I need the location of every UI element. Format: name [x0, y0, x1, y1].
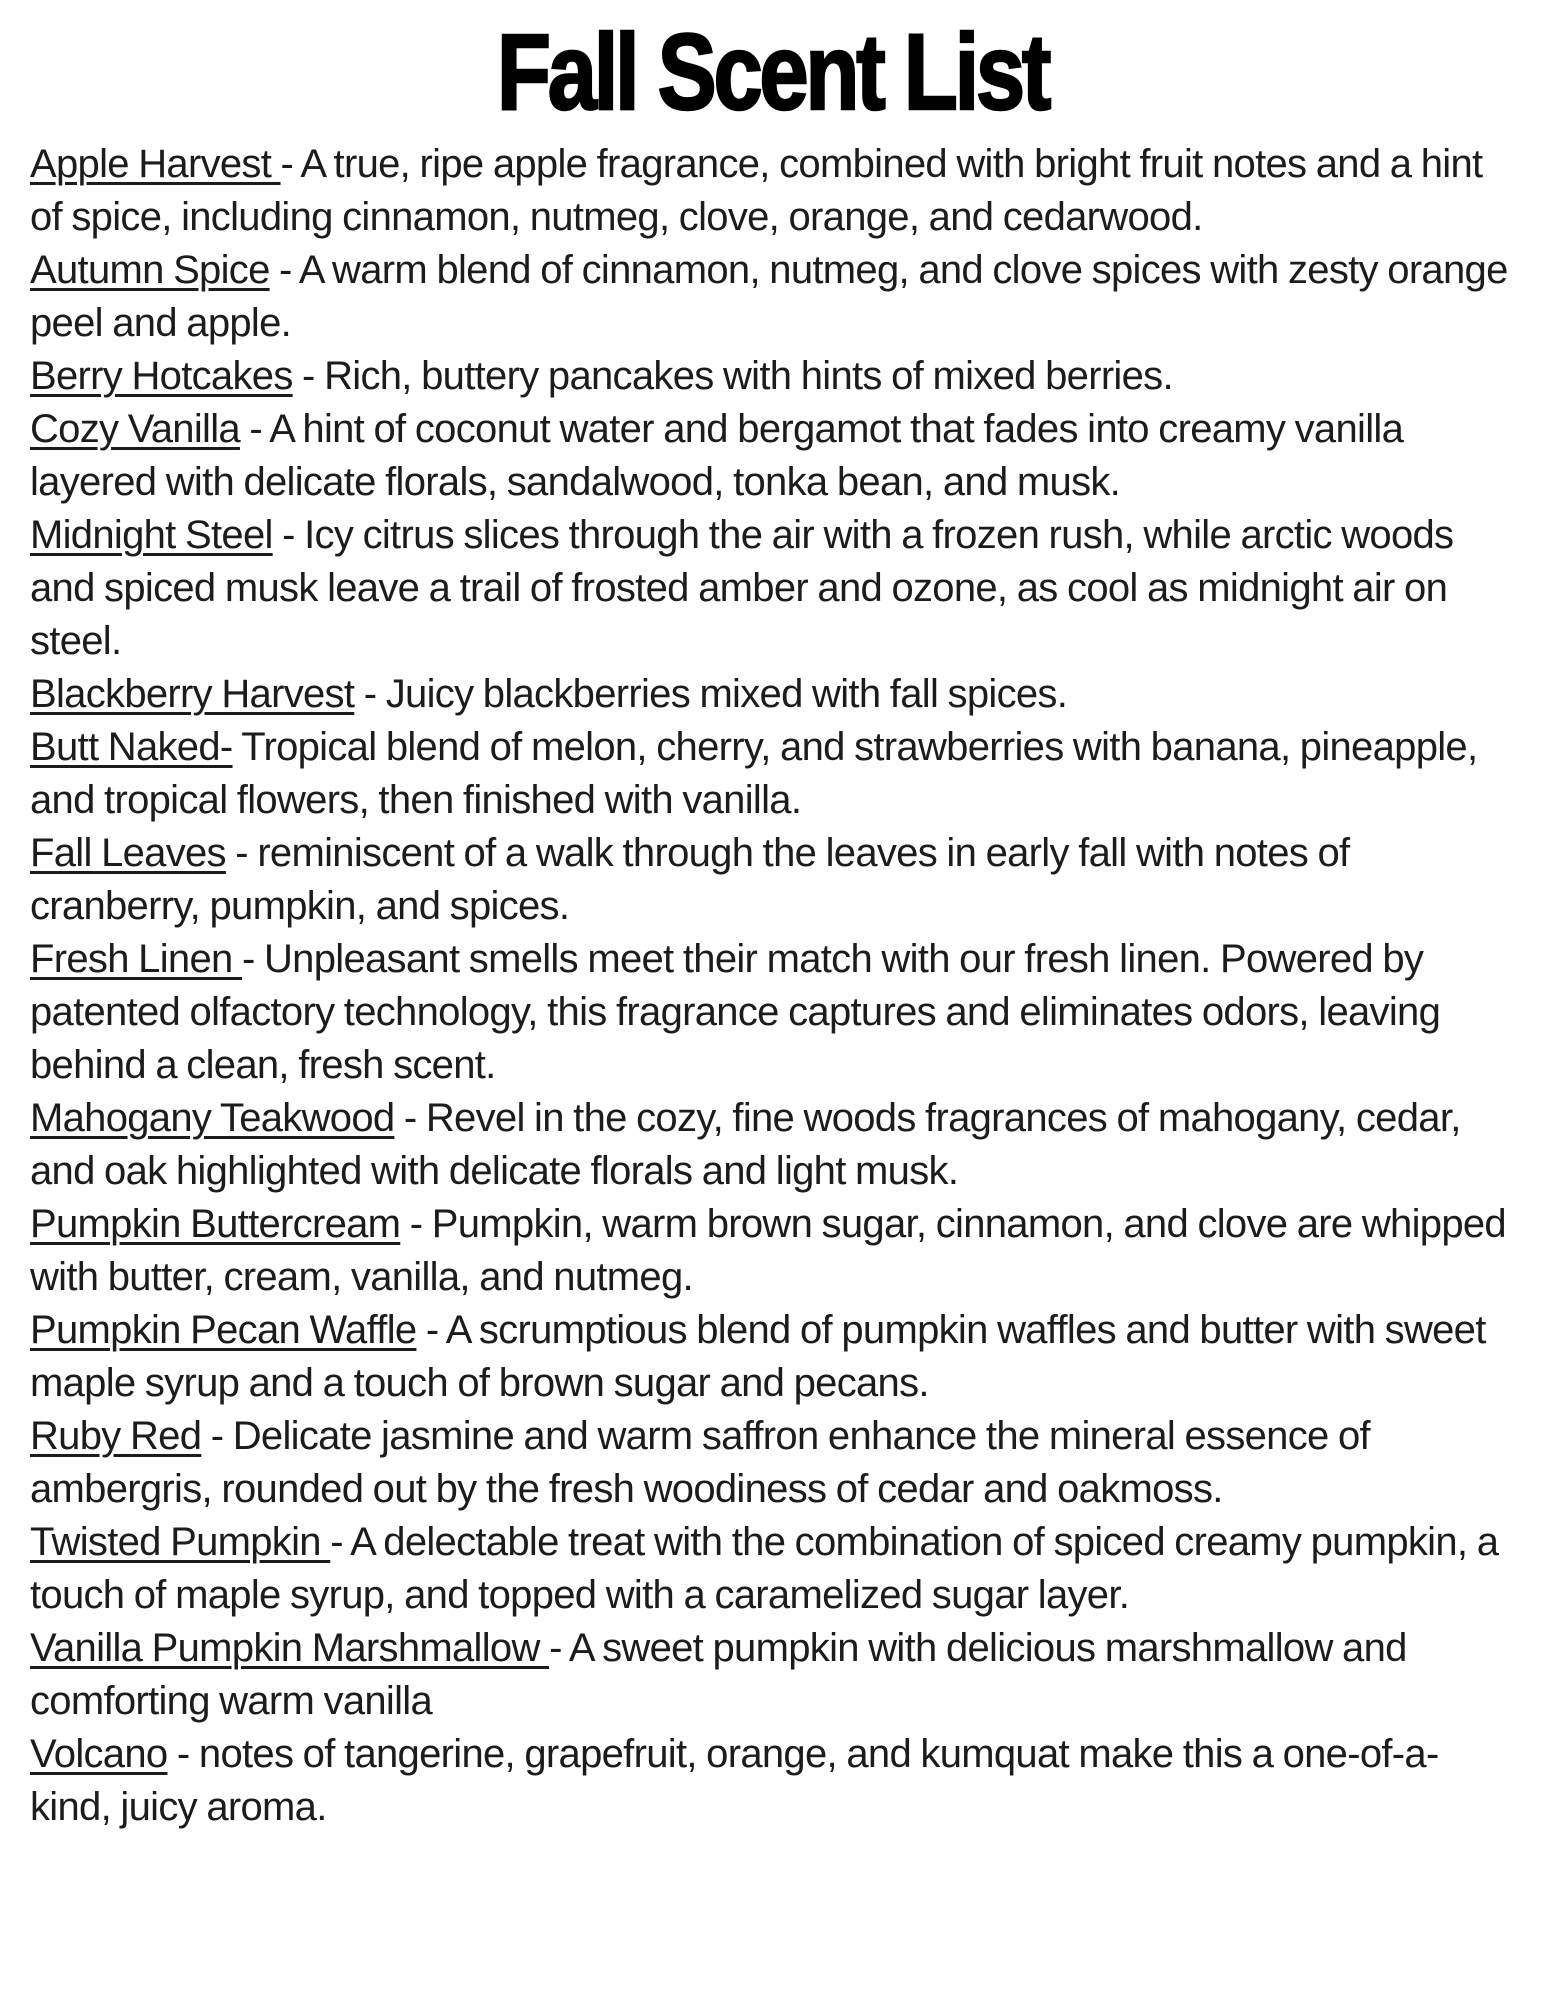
scent-separator: - — [225, 831, 258, 875]
scent-separator: - — [354, 672, 386, 716]
scent-entry — [30, 1728, 1515, 1834]
scent-name: Ruby Red — [30, 1414, 202, 1458]
scent-description: Icy citrus slices through the air with a frozen rush, while arctic woods and spiced musk leave a trail of frosted amber and ozone, as cool as midnight air on steel. — [30, 513, 1454, 663]
scent-entry — [30, 1092, 1515, 1198]
scent-description: Pumpkin, warm brown sugar, cinnamon, and clove are whipped with butter, cream, vanilla, and nutmeg. — [30, 1202, 1506, 1299]
scent-description: Delicate jasmine and warm saffron enhance the mineral essence of ambergris, rounded out by the fresh woodiness of cedar and oakmoss. — [30, 1414, 1370, 1511]
scent-list — [0, 126, 1545, 1834]
scent-entry — [30, 403, 1515, 509]
scent-description: notes of tangerine, grapefruit, orange, and kumquat make this a one-of-a-kind, juicy aroma. — [30, 1732, 1439, 1829]
scent-name: Blackberry Harvest — [30, 672, 355, 716]
page-title: Fall Scent List — [496, 11, 1049, 132]
scent-entry — [30, 668, 1515, 721]
scent-name: Pumpkin Pecan Waffle — [30, 1308, 417, 1352]
scent-separator: - — [241, 937, 264, 981]
scent-separator: - — [280, 142, 301, 186]
scent-entry — [30, 933, 1515, 1092]
scent-description: A hint of coconut water and bergamot that fades into creamy vanilla layered with delicate florals, sandalwood, tonka bean, and musk. — [30, 407, 1404, 504]
scent-description: Unpleasant smells meet their match with our fresh linen. Powered by patented olfactory technology, this fragrance captures and eliminates odors, leaving behind a clean, fresh scent. — [30, 937, 1441, 1087]
scent-separator: - — [400, 1202, 432, 1246]
scent-separator: - — [549, 1626, 569, 1670]
scent-separator: - — [416, 1308, 446, 1352]
scent-entry — [30, 1516, 1515, 1622]
scent-separator: - — [272, 513, 305, 557]
scent-description: reminiscent of a walk through the leaves in early fall with notes of cranberry, pumpkin, and spices. — [30, 831, 1350, 928]
scent-name: Cozy Vanilla — [30, 407, 240, 451]
scent-name: Fall Leaves — [30, 831, 226, 875]
scent-name: Butt Naked- — [30, 725, 233, 769]
scent-entry — [30, 827, 1515, 933]
scent-description: A sweet pumpkin with delicious marshmallow and comforting warm vanilla — [30, 1626, 1407, 1723]
scent-name: Apple Harvest — [30, 142, 281, 186]
scent-description: A scrumptious blend of pumpkin waffles and butter with sweet maple syrup and a touch of brown sugar and pecans. — [30, 1308, 1486, 1405]
scent-entry — [30, 244, 1515, 350]
scent-name: Berry Hotcakes — [30, 354, 293, 398]
scent-entry — [30, 721, 1515, 827]
scent-separator: - — [239, 407, 270, 451]
scent-entry — [30, 350, 1515, 403]
scent-separator: - — [167, 1732, 199, 1776]
scent-name: Volcano — [30, 1732, 168, 1776]
scent-name: Pumpkin Buttercream — [30, 1202, 401, 1246]
scent-entry — [30, 138, 1515, 244]
scent-description: Rich, buttery pancakes with hints of mixed berries. — [324, 354, 1173, 398]
scent-separator: - — [269, 248, 299, 292]
scent-description: A delectable treat with the combination of spiced creamy pumpkin, a touch of maple syrup, and topped with a caramelized sugar layer. — [30, 1520, 1499, 1617]
scent-name: Twisted Pumpkin — [30, 1520, 331, 1564]
scent-separator: - — [330, 1520, 351, 1564]
scent-description: A warm blend of cinnamon, nutmeg, and clove spices with zesty orange peel and apple. — [30, 248, 1508, 345]
scent-description: Revel in the cozy, fine woods fragrances of mahogany, cedar, and oak highlighted with delicate florals and light musk. — [30, 1096, 1461, 1193]
scent-entry — [30, 509, 1515, 668]
scent-entry — [30, 1304, 1515, 1410]
scent-separator: - — [394, 1096, 426, 1140]
scent-separator — [233, 725, 242, 769]
scent-description: Tropical blend of melon, cherry, and strawberries with banana, pineapple, and tropical flowers, then finished with vanilla. — [30, 725, 1478, 822]
scent-name: Midnight Steel — [30, 513, 273, 557]
scent-name: Autumn Spice — [30, 248, 270, 292]
scent-name: Mahogany Teakwood — [30, 1096, 395, 1140]
scent-entry — [30, 1198, 1515, 1304]
scent-separator: - — [201, 1414, 233, 1458]
scent-entry — [30, 1622, 1515, 1728]
scent-description: Juicy blackberries mixed with fall spices. — [385, 672, 1068, 716]
scent-name: Vanilla Pumpkin Marshmallow — [30, 1626, 550, 1670]
scent-description: A true, ripe apple fragrance, combined with bright fruit notes and a hint of spice, including cinnamon, nutmeg, clove, orange, and cedarwood. — [30, 142, 1483, 239]
scent-name: Fresh Linen — [30, 937, 242, 981]
scent-entry — [30, 1410, 1515, 1516]
scent-separator: - — [292, 354, 325, 398]
